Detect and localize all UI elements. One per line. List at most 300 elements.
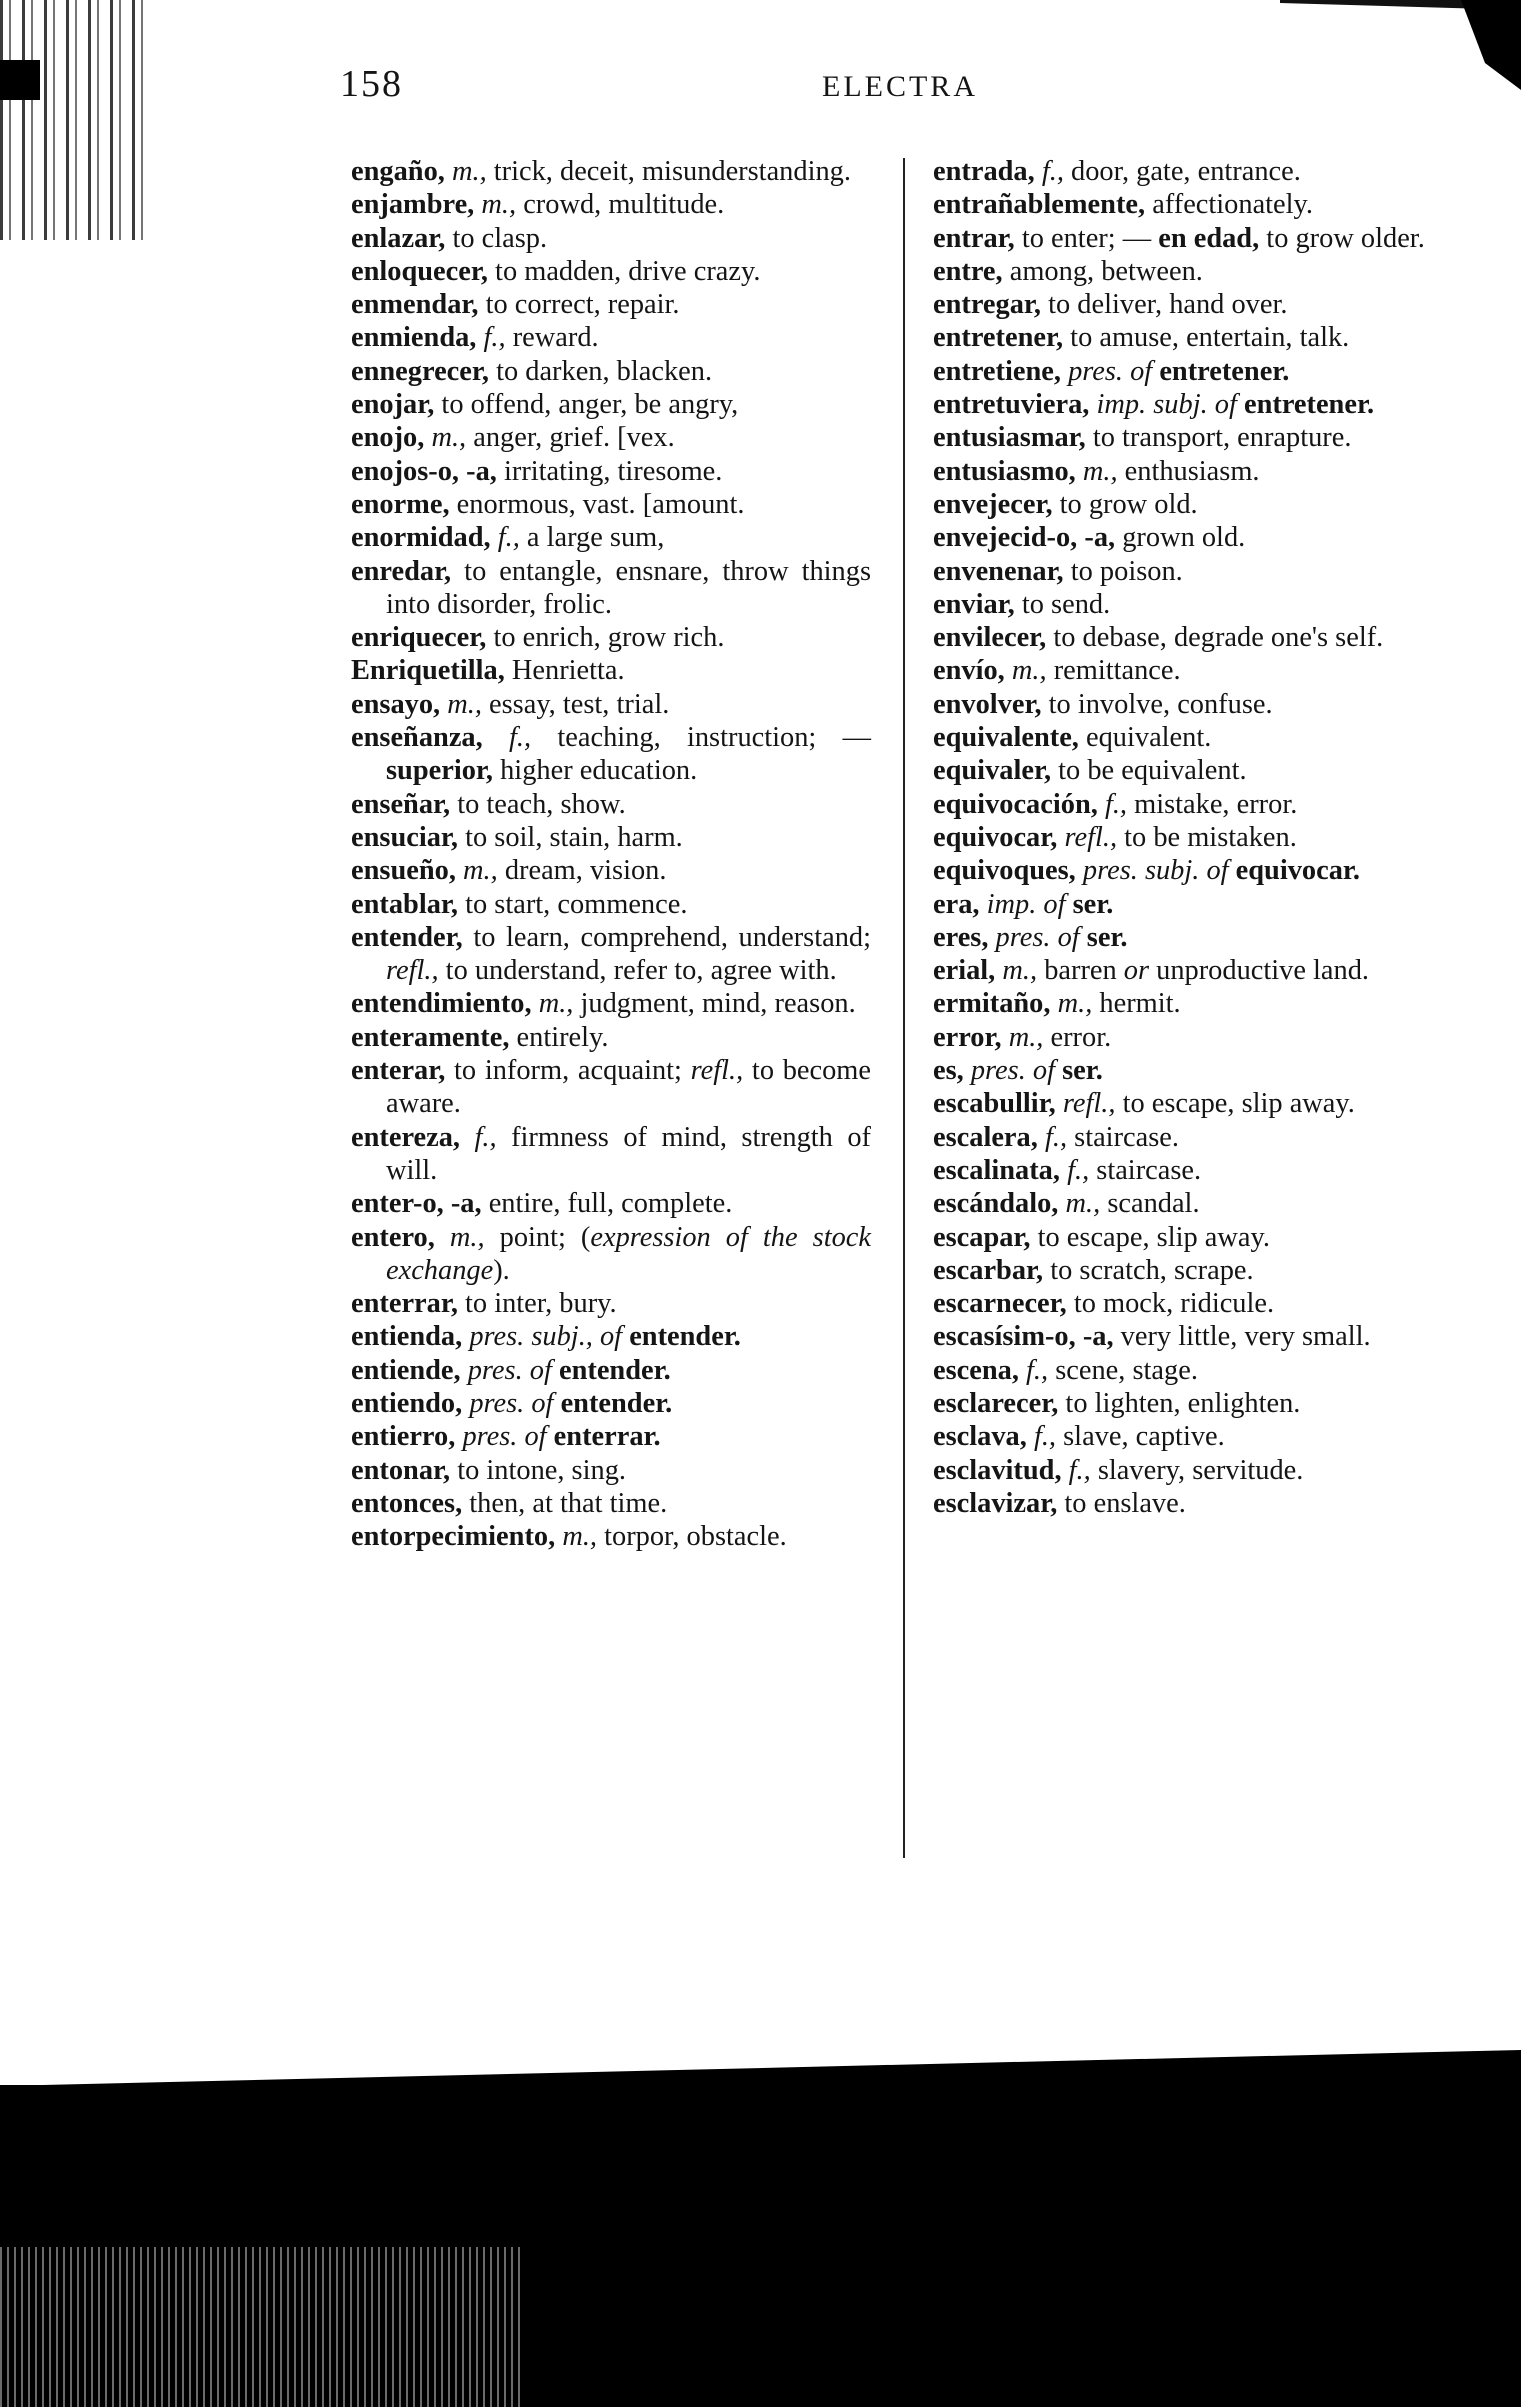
entry-definition: scene, stage. — [1048, 1354, 1198, 1386]
entry-grammar-label: f., — [1033, 1421, 1057, 1453]
entry-definition — [1056, 1088, 1063, 1119]
entry-grammar-label: pres. of — [467, 1354, 552, 1386]
entry-headword: envolver, — [933, 688, 1042, 720]
entry-headword: entusiasmo, — [933, 455, 1076, 487]
entry-headword: entereza, — [351, 1121, 461, 1153]
glossary-entry — [933, 621, 1458, 654]
entry-definition: to madden, drive crazy. — [487, 255, 761, 287]
entry-definition — [1035, 156, 1042, 187]
entry-headword: erial, — [933, 955, 996, 987]
entry-headword: ensueño, — [351, 855, 456, 887]
entry-definition: to start, commence. — [458, 888, 688, 920]
entry-headword: enviar, — [933, 588, 1015, 620]
entry-definition: to involve, confuse. — [1041, 688, 1273, 720]
entry-headword: entorpecimiento, — [351, 1521, 556, 1553]
entry-headword: entre, — [933, 255, 1003, 287]
entry-grammar-label: m., — [447, 688, 482, 720]
entry-definition — [980, 889, 987, 920]
entry-headword: ensuciar, — [351, 821, 459, 853]
entry-headword: esclavizar, — [933, 1487, 1058, 1519]
entry-grammar-label: m., — [451, 156, 487, 187]
scan-edge-artifact-right — [1461, 0, 1521, 90]
entry-definition — [483, 722, 509, 753]
entry-grammar-label: pres. subj., of — [469, 1321, 623, 1353]
glossary-entry — [933, 1254, 1458, 1287]
entry-headword: enmendar, — [351, 289, 479, 321]
entry-headword: entrar, — [933, 222, 1015, 254]
entry-definition: to grow older. — [1259, 222, 1425, 254]
entry-definition: error. — [1043, 1021, 1112, 1053]
entry-grammar-label: f., — [1068, 1454, 1091, 1486]
entry-definition: to become aware. — [386, 1055, 871, 1120]
entry-headword: enredar, — [351, 555, 452, 587]
entry-definition: to correct, repair. — [478, 289, 680, 321]
glossary-entry — [933, 854, 1458, 887]
glossary-entry — [933, 1287, 1458, 1320]
entry-grammar-label: pres. of — [1068, 355, 1153, 387]
entry-grammar-label: f., — [474, 1121, 497, 1153]
entry-definition — [1237, 389, 1244, 420]
glossary-entry — [351, 1121, 871, 1188]
entry-definition — [1002, 1022, 1009, 1053]
entry-grammar-label: f., — [483, 322, 506, 354]
page-number: 158 — [340, 63, 403, 105]
entry-headword: en edad, — [1158, 222, 1260, 254]
entry-definition: to grow old. — [1052, 488, 1198, 520]
entry-headword: entendimiento, — [351, 988, 532, 1020]
entry-grammar-label: f., — [497, 522, 520, 554]
entry-definition: firmness of mind, strength of will. — [386, 1121, 871, 1186]
entry-headword: entretuviera, — [933, 389, 1090, 421]
entry-definition — [1062, 1455, 1069, 1486]
glossary-entry — [351, 788, 871, 821]
entry-definition: to poison. — [1063, 555, 1183, 587]
entry-headword: entretener. — [1243, 389, 1375, 421]
entry-definition: ). — [493, 1254, 510, 1286]
entry-definition — [445, 156, 452, 187]
glossary-entry — [933, 288, 1458, 321]
glossary-entry — [351, 854, 871, 887]
entry-definition: trick, deceit, misunderstanding. — [486, 156, 851, 187]
entry-grammar-label: f., — [1041, 156, 1064, 187]
entry-headword: entretiene, — [933, 355, 1061, 387]
entry-definition: to darken, blacken. — [488, 355, 713, 387]
entry-grammar-label: expression of the stock exchange — [386, 1221, 871, 1286]
entry-definition — [1076, 855, 1083, 886]
glossary-entry — [351, 1487, 871, 1520]
glossary-column-right — [933, 155, 1458, 1520]
scan-edge-artifact-left — [0, 0, 150, 240]
entry-grammar-label: m., — [1011, 655, 1047, 687]
entry-definition: to teach, show. — [450, 788, 626, 820]
entry-headword: entierro, — [351, 1421, 456, 1453]
entry-grammar-label: m., — [449, 1221, 485, 1253]
entry-definition: to transport, enrapture. — [1085, 422, 1352, 454]
glossary-entry — [351, 821, 871, 854]
entry-definition: door, gate, entrance. — [1063, 156, 1301, 187]
entry-definition: torpor, obstacle. — [597, 1521, 787, 1553]
entry-definition: reward. — [505, 322, 599, 354]
entry-definition: staircase. — [1067, 1121, 1179, 1153]
entry-grammar-label: imp. subj. of — [1096, 389, 1237, 421]
entry-definition: enormous, vast. [amount. — [449, 488, 745, 520]
entry-headword: enojar, — [351, 389, 435, 421]
entry-headword: entender. — [560, 1387, 673, 1419]
glossary-entry — [351, 222, 871, 255]
entry-definition — [491, 522, 498, 553]
entry-grammar-label: f., — [1104, 788, 1128, 820]
glossary-entry — [933, 987, 1458, 1020]
entry-definition: to be equivalent. — [1051, 755, 1247, 787]
entry-headword: entender. — [558, 1354, 671, 1386]
entry-headword: ser. — [1072, 888, 1114, 920]
glossary-entry — [933, 654, 1458, 687]
glossary-entry — [933, 421, 1458, 454]
entry-definition — [1098, 789, 1105, 820]
entry-grammar-label: m., — [431, 422, 467, 454]
entry-headword: escarnecer, — [933, 1288, 1067, 1320]
entry-headword: envenenar, — [933, 555, 1064, 587]
glossary-entry — [933, 754, 1458, 787]
entry-headword: envejecid-o, -a, — [933, 522, 1116, 554]
entry-definition — [988, 922, 995, 953]
glossary-entry — [351, 1021, 871, 1054]
glossary-entry — [351, 321, 871, 354]
glossary-entry — [933, 888, 1458, 921]
entry-headword: entrañablemente, — [933, 189, 1146, 221]
glossary-entry — [933, 821, 1458, 854]
entry-headword: equivoques, — [933, 855, 1076, 887]
entry-definition: unproductive land. — [1149, 955, 1370, 987]
entry-definition — [547, 1421, 554, 1452]
entry-headword: equivaler, — [933, 755, 1052, 787]
glossary-entry — [351, 721, 871, 788]
entry-definition: to enrich, grow rich. — [486, 622, 725, 654]
entry-headword: entonces, — [351, 1487, 463, 1519]
entry-definition — [1076, 456, 1083, 487]
entry-headword: escapar, — [933, 1221, 1031, 1253]
glossary-entry — [933, 1054, 1458, 1087]
entry-headword: entiende, — [351, 1354, 461, 1386]
entry-definition: anger, grief. [vex. — [466, 422, 675, 454]
entry-definition: equivalent. — [1078, 722, 1212, 754]
entry-headword: equivalente, — [933, 722, 1079, 754]
entry-grammar-label: pres. of — [970, 1055, 1055, 1087]
entry-headword: escándalo, — [933, 1188, 1059, 1220]
glossary-entry — [351, 488, 871, 521]
entry-headword: enojos-o, -a, — [351, 455, 497, 487]
glossary-entry — [351, 355, 871, 388]
entry-headword: enjambre, — [351, 189, 475, 221]
glossary-entry — [933, 1487, 1458, 1520]
glossary-entry — [351, 455, 871, 488]
entry-headword: envejecer, — [933, 488, 1053, 520]
glossary-entry — [351, 388, 871, 421]
entry-definition — [1019, 1355, 1026, 1386]
entry-headword: entusiasmar, — [933, 422, 1086, 454]
entry-headword: envío, — [933, 655, 1005, 687]
glossary-column-left — [351, 155, 871, 1553]
entry-definition — [1065, 889, 1072, 920]
running-title: ELECTRA — [822, 70, 978, 103]
entry-definition: to learn, comprehend, understand; — [462, 921, 871, 953]
entry-definition: to be mistaken. — [1117, 821, 1297, 853]
entry-definition: to inform, acquaint; — [445, 1055, 691, 1087]
entry-headword: ensayo, — [351, 688, 441, 720]
glossary-entry — [933, 1021, 1458, 1054]
glossary-entry — [933, 588, 1458, 621]
entry-headword: esclava, — [933, 1421, 1027, 1453]
entry-headword: equivocación, — [933, 788, 1098, 820]
glossary-entry — [933, 721, 1458, 754]
glossary-entry — [933, 1454, 1458, 1487]
entry-headword: entero, — [351, 1221, 435, 1253]
entry-grammar-label: pres. of — [995, 921, 1080, 953]
entry-headword: envilecer, — [933, 622, 1047, 654]
entry-definition: scandal. — [1100, 1188, 1200, 1220]
glossary-entry — [933, 954, 1458, 987]
scan-edge-artifact-bottom — [0, 2085, 1521, 2407]
entry-headword: superior, — [386, 755, 494, 787]
entry-definition — [532, 988, 539, 1019]
entry-grammar-label: m., — [538, 988, 574, 1020]
entry-grammar-label: imp. of — [986, 888, 1066, 920]
glossary-entry — [933, 1121, 1458, 1154]
glossary-entry — [351, 1520, 871, 1553]
glossary-entry — [933, 1221, 1458, 1254]
entry-headword: entender, — [351, 921, 463, 953]
glossary-entry — [351, 888, 871, 921]
entry-headword: escarbar, — [933, 1254, 1044, 1286]
entry-definition — [435, 1222, 450, 1253]
glossary-entry — [933, 788, 1458, 821]
entry-headword: equivocar, — [933, 821, 1058, 853]
entry-headword: enloquecer, — [351, 255, 488, 287]
glossary-entry — [933, 155, 1458, 188]
entry-grammar-label: f., — [1026, 1354, 1049, 1386]
entry-definition: to debase, degrade one's self. — [1046, 622, 1384, 654]
glossary-entry — [933, 1420, 1458, 1453]
glossary-entry — [933, 521, 1458, 554]
entry-grammar-label: refl., — [690, 1055, 744, 1087]
entry-headword: entender. — [629, 1321, 741, 1353]
entry-headword: eres, — [933, 921, 989, 953]
entry-grammar-label: pres. of — [469, 1387, 554, 1419]
entry-definition — [552, 1355, 559, 1386]
entry-definition: remittance. — [1046, 655, 1181, 687]
entry-definition: essay, test, trial. — [481, 688, 670, 720]
glossary-entry — [933, 455, 1458, 488]
entry-definition: to escape, slip away. — [1030, 1221, 1270, 1253]
entry-grammar-label: f., — [1044, 1121, 1068, 1153]
entry-definition: to lighten, enlighten. — [1058, 1387, 1301, 1419]
entry-headword: enlazar, — [351, 222, 446, 254]
entry-grammar-label: refl., — [386, 955, 439, 987]
glossary-entry — [933, 1087, 1458, 1120]
entry-headword: enmienda, — [351, 322, 477, 354]
glossary-entry — [933, 555, 1458, 588]
entry-definition: to mock, ridicule. — [1066, 1288, 1275, 1320]
entry-headword: Enriquetilla, — [351, 655, 505, 687]
entry-headword: enseñar, — [351, 788, 451, 820]
entry-definition — [1038, 1122, 1045, 1153]
entry-headword: ennegrecer, — [351, 355, 489, 387]
entry-definition — [460, 1122, 474, 1153]
entry-definition: enthusiasm. — [1117, 455, 1260, 487]
entry-definition: to enter; — — [1014, 222, 1159, 254]
entry-grammar-label: m., — [1065, 1188, 1101, 1220]
glossary-entry — [933, 1320, 1458, 1353]
entry-definition: hermit. — [1092, 988, 1181, 1020]
entry-definition: to send. — [1014, 588, 1111, 620]
glossary-entry — [933, 388, 1458, 421]
glossary-entry — [351, 1221, 871, 1288]
entry-headword: entonar, — [351, 1454, 451, 1486]
entry-headword: engaño, — [351, 156, 445, 187]
entry-definition: to escape, slip away. — [1115, 1088, 1355, 1120]
entry-grammar-label: refl., — [1062, 1088, 1116, 1120]
entry-grammar-label: refl., — [1064, 821, 1118, 853]
entry-headword: enormidad, — [351, 522, 491, 554]
entry-headword: escalinata, — [933, 1154, 1060, 1186]
entry-headword: enter-o, -a, — [351, 1188, 482, 1220]
entry-definition — [553, 1388, 560, 1419]
entry-definition: mistake, error. — [1127, 788, 1298, 820]
glossary-entry — [933, 321, 1458, 354]
entry-headword: entienda, — [351, 1321, 463, 1353]
glossary-entry — [351, 1387, 871, 1420]
entry-headword: enterrar, — [351, 1288, 458, 1320]
entry-definition: to soil, stain, harm. — [458, 821, 683, 853]
glossary-entry — [351, 1054, 871, 1121]
entry-definition: staircase. — [1089, 1154, 1202, 1186]
glossary-entry — [351, 1420, 871, 1453]
glossary-entry — [351, 987, 871, 1020]
entry-headword: ermitaño, — [933, 988, 1051, 1020]
entry-definition: to deliver, hand over. — [1041, 289, 1288, 321]
entry-grammar-label: pres. subj. of — [1082, 855, 1229, 887]
entry-definition: to amuse, entertain, talk. — [1063, 322, 1350, 354]
entry-grammar-label: pres. of — [462, 1421, 547, 1453]
entry-definition: Henrietta. — [504, 655, 625, 687]
entry-grammar-label: m., — [1057, 988, 1093, 1020]
entry-definition: to inter, bury. — [457, 1288, 617, 1320]
scan-edge-artifact-left-block — [0, 60, 40, 100]
entry-headword: enteramente, — [351, 1021, 510, 1053]
entry-headword: enseñanza, — [351, 722, 483, 754]
entry-headword: error, — [933, 1021, 1002, 1053]
glossary-entry — [933, 355, 1458, 388]
entry-headword: ser. — [1062, 1055, 1103, 1087]
glossary-entry — [933, 1354, 1458, 1387]
entry-definition: entirely. — [509, 1021, 609, 1053]
entry-definition — [461, 1355, 468, 1386]
entry-headword: enterrar. — [553, 1421, 661, 1453]
entry-headword: era, — [933, 888, 980, 920]
entry-definition — [456, 855, 463, 886]
glossary-entry — [351, 621, 871, 654]
glossary-entry — [933, 188, 1458, 221]
entry-definition: slave, captive. — [1056, 1421, 1225, 1453]
entry-headword: ser. — [1086, 921, 1128, 953]
entry-definition: barren — [1037, 955, 1124, 987]
glossary-entry — [933, 688, 1458, 721]
entry-definition: higher education. — [493, 755, 698, 787]
glossary-entry — [351, 255, 871, 288]
entry-definition: point; ( — [484, 1221, 591, 1253]
glossary-entry — [351, 1320, 871, 1353]
entry-definition: judgment, mind, reason. — [573, 988, 856, 1020]
entry-definition: grown old. — [1115, 522, 1246, 554]
entry-grammar-label: m., — [562, 1521, 598, 1553]
glossary-entry — [933, 488, 1458, 521]
entry-definition: to entangle, ensnare, throw things into disorder, frolic. — [386, 555, 871, 620]
entry-definition — [964, 1055, 971, 1086]
entry-headword: enriquecer, — [351, 622, 487, 654]
entry-definition — [1027, 1421, 1034, 1452]
entry-headword: escabullir, — [933, 1088, 1056, 1120]
glossary-entry — [933, 255, 1458, 288]
entry-definition — [1080, 922, 1087, 953]
entry-definition: crowd, multitude. — [516, 189, 725, 221]
entry-definition: very little, very small. — [1113, 1321, 1371, 1353]
entry-definition — [476, 322, 483, 353]
entry-headword: escasísim-o, -a, — [933, 1321, 1114, 1353]
glossary-entry — [933, 921, 1458, 954]
entry-headword: enojo, — [351, 422, 425, 454]
glossary-entry — [351, 1354, 871, 1387]
entry-definition: irritating, tiresome. — [496, 455, 723, 487]
entry-definition: to intone, sing. — [450, 1454, 626, 1486]
glossary-entry — [351, 1187, 871, 1220]
entry-definition: then, at that time. — [462, 1487, 668, 1519]
glossary-entry — [351, 654, 871, 687]
entry-headword: enorme, — [351, 488, 450, 520]
entry-grammar-label: f., — [1067, 1154, 1090, 1186]
entry-grammar-label: f., — [509, 722, 532, 754]
glossary-entry — [933, 1387, 1458, 1420]
entry-grammar-label: m., — [1008, 1021, 1044, 1053]
glossary-entry — [351, 555, 871, 622]
entry-definition: to clasp. — [445, 222, 548, 254]
glossary-entry — [351, 921, 871, 988]
column-divider — [903, 158, 905, 1858]
entry-headword: enterar, — [351, 1055, 446, 1087]
entry-definition: slavery, servitude. — [1090, 1454, 1304, 1486]
entry-definition: teaching, instruction; — — [531, 722, 871, 754]
entry-headword: entrada, — [933, 156, 1035, 187]
entry-headword: entiendo, — [351, 1387, 463, 1419]
entry-definition — [1229, 855, 1236, 886]
entry-headword: entregar, — [933, 289, 1042, 321]
entry-definition: a large sum, — [519, 522, 665, 554]
entry-definition: among, between. — [1002, 255, 1203, 287]
entry-headword: esclavitud, — [933, 1454, 1062, 1486]
entry-grammar-label: m., — [481, 189, 517, 221]
entry-definition: to scratch, scrape. — [1043, 1254, 1254, 1286]
glossary-entry — [351, 155, 871, 188]
glossary-entry — [351, 288, 871, 321]
entry-definition: affectionately. — [1145, 189, 1313, 221]
entry-definition: entire, full, complete. — [481, 1188, 733, 1220]
entry-headword: esclarecer, — [933, 1387, 1059, 1419]
entry-grammar-label: m., — [1082, 455, 1118, 487]
entry-definition — [1005, 655, 1012, 686]
entry-definition: dream, vision. — [497, 855, 667, 887]
glossary-entry — [351, 688, 871, 721]
glossary-entry — [933, 1154, 1458, 1187]
entry-definition: to understand, refer to, agree with. — [438, 955, 837, 987]
